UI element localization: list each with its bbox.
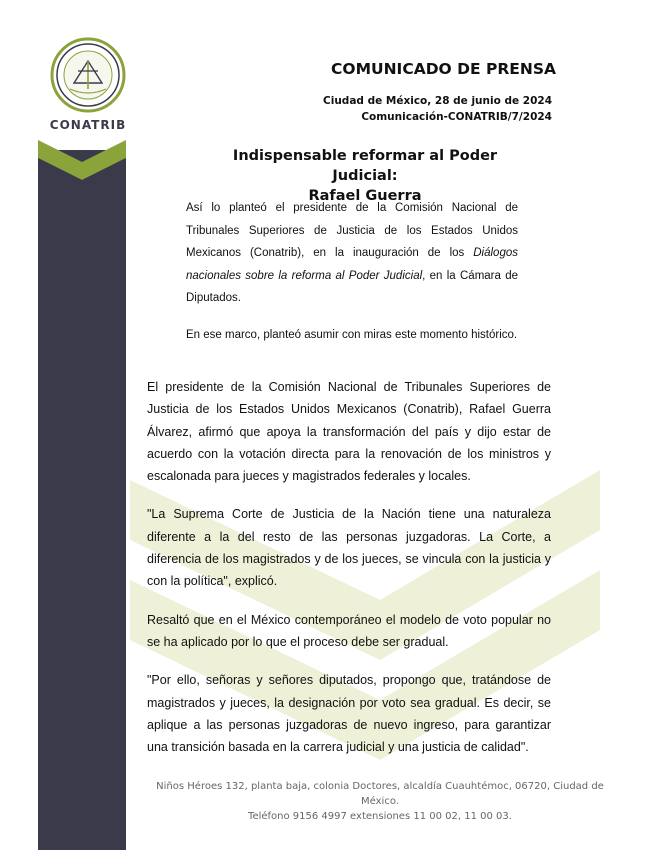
conatrib-logo [48,37,128,132]
place-date: Ciudad de México, 28 de junio de 2024 [323,95,552,107]
body-paragraph: Resaltó que en el México contemporáneo el modelo de voto popular no se ha aplicado por lo que el proceso debe ser gradual. [147,612,551,649]
logo-text: CONATRIB [49,118,127,132]
summary [186,197,518,346]
body-paragraph: El presidente de la Comisión Nacional de Tribunales Superiores de Justicia de los Estados Unidos Mexicanos (Conatrib), Rafael Guerra Álvarez, afirmó que apoya la transformación del país y dijo estar de acuerdo con la votación directa para la renovación de los ministros y escalonada para jueces y magistrados federales y locales. [147,380,551,484]
summary-paragraph-1: Así lo planteó el presidente de la Comisión Nacional de Tribunales Superiores de Justicia de los Estados Unidos Mexicanos (Conatrib), en la inauguración de los Diálogos nacionales sobre la reforma al Poder Judicial, en la Cámara de Diputados. [186,202,518,304]
document-type: COMUNICADO DE PRENSA [331,60,556,78]
body-paragraph: "Por ello, señoras y señores diputados, propongo que, tratándose de magistrados y jueces, la designación por voto sea gradual. Es decir, se aplique a las personas juzgadoras de nuevo ingreso, para garantizar una transición basada en la carrera judicial y una justicia de calidad". [147,673,551,755]
body-paragraph: "La Suprema Corte de Justicia de la Nación tiene una naturaleza diferente a la del resto de las personas juzgadoras. La Corte, a diferencia de los magistrados y de los jueces, se vincula con la justicia y con la política", explicó. [147,507,551,589]
sidebar-bar [38,150,126,850]
headline-line-2: Rafael Guerra [308,188,422,204]
event-name: Diálogos nacionales sobre la reforma al Poder Judicial [186,247,518,282]
footer-phone: Teléfono 9156 4997 extensiones 11 00 02, 11 00 03. [248,811,512,822]
chevron-icon [38,140,126,200]
summary-paragraph-2: En ese marco, planteó asumir con miras este momento histórico. [186,328,518,341]
footer-address: Niños Héroes 132, planta baja, colonia Doctores, alcaldía Cuauhtémoc, 06720, Ciudad de México. [156,781,604,807]
seal-icon [50,37,126,113]
headline-line-1: Indispensable reformar al Poder Judicial: [232,148,498,184]
document-meta [323,93,552,125]
reference-number: Comunicación-CONATRIB/7/2024 [361,111,552,123]
body-text [147,376,551,774]
footer [150,779,610,824]
